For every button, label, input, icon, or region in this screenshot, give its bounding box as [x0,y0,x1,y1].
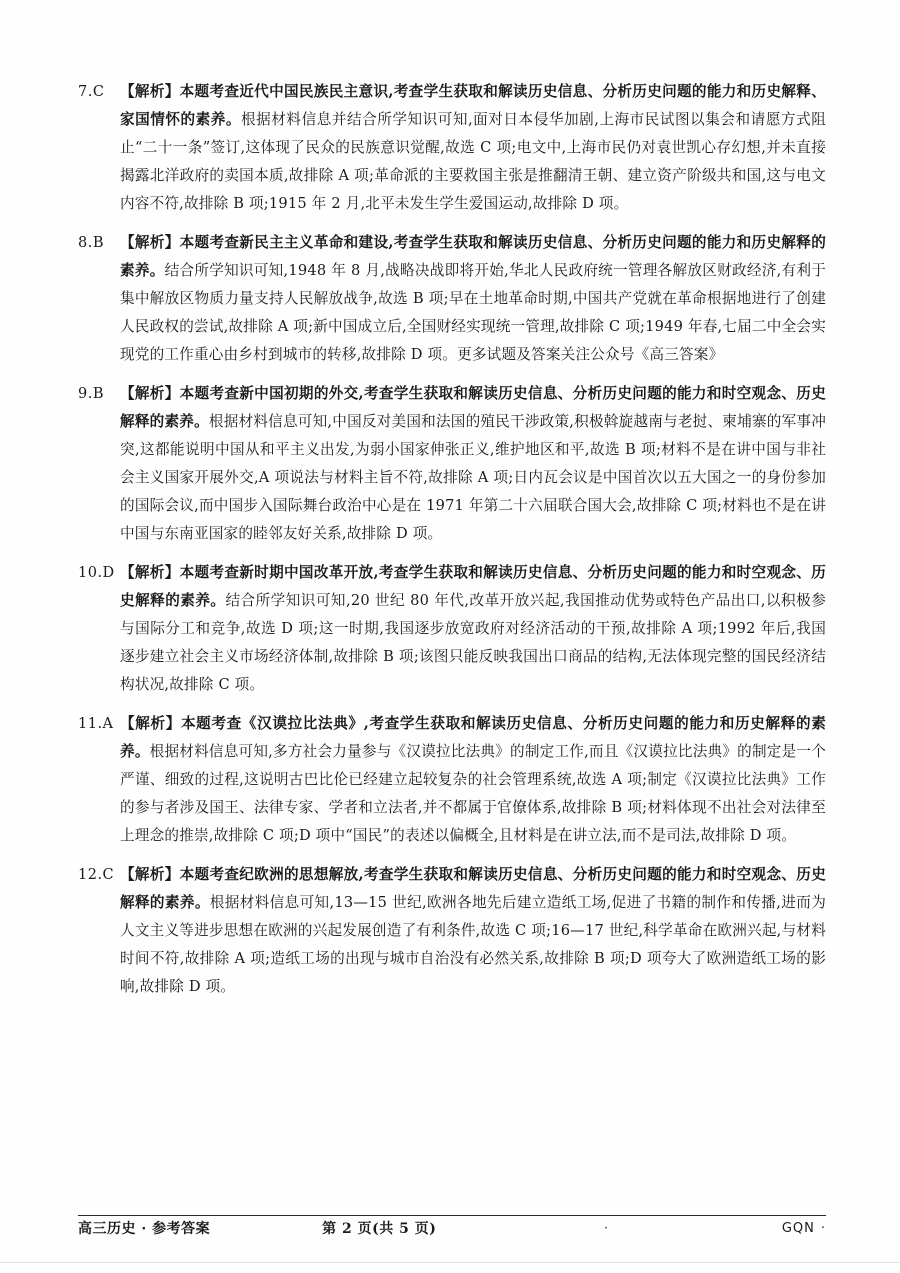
document-title: 高三历史 · 参考答案 [78,1221,211,1237]
page-number: 第 2 页(共 5 页) [322,1221,437,1237]
answer-body [120,710,826,850]
analysis-lead: 本题考查新中国初期的外交,考查学生获取和解读历史信息、分析历史问题的能力和时空观念、历史解释的素养。 [120,385,826,430]
answer-body [120,380,826,548]
analysis-text: 结合所学知识可知,20 世纪 80 年代,改革开放兴起,我国推动优势或特色产品出口,以积极参与国际分工和竞争,故选 D 项;这一时期,我国逐步放宽政府对经济活动的干预,故排除 A 项;1992 年后,我国逐步建立社会主义市场经济体制,故排除 B 项;该图只能反映我国出口商品的结构,无法体现完整的国民经济结构状况,故排除 C 项。 [120,592,826,693]
analysis-lead: 本题考查纪欧洲的思想解放,考查学生获取和解读历史信息、分析历史问题的能力和时空观念、历史解释的素养。 [120,866,826,911]
analysis-lead: 本题考查近代中国民族民主意识,考查学生获取和解读历史信息、分析历史问题的能力和历史解释、家国情怀的素养。 [120,83,826,128]
analysis-text: 结合所学知识可知,1948 年 8 月,战略决战即将开始,华北人民政府统一管理各解放区财政经济,有利于集中解放区物质力量支持人民解放战争,故选 B 项;早在土地革命时期,中国共产党就在革命根据地进行了创建人民政权的尝试,故排除 A 项;新中国成立后,全国财经实现统一管理,故排除 C 项;1949 年春,七届二中全会实现党的工作重心由乡村到城市的转移,故排除 D 项。更多试题及答案关注公众号《高三答案》 [120,262,826,363]
analysis-tag: 【解析】 [120,385,180,402]
answer-number: 12.C [78,867,115,883]
analysis-text: 根据材料信息可知,中国反对美国和法国的殖民干涉政策,积极斡旋越南与老挝、柬埔寨的军事冲突,这都能说明中国从和平主义出发,为弱小国家伸张正义,维护地区和平,故选 B 项;材料不是在讲中国与非社会主义国家开展外交,A 项说法与材料主旨不符,故排除 A 项;日内瓦会议是中国首次以五大国之一的身份参加的国际会议,而中国步入国际舞台政治中心是在 1971 年第二十六届联合国大会,故排除 C 项;材料也不是在讲中国与东南亚国家的睦邻友好关系,故排除 D 项。 [120,413,826,542]
answer-body [120,229,826,369]
answer-number: 9.B [78,386,104,402]
analysis-tag: 【解析】 [120,234,180,251]
answer-body [120,559,826,699]
answer-body [120,861,826,1001]
answer-item [78,229,826,369]
analysis-text: 根据材料信息可知,多方社会力量参与《汉谟拉比法典》的制定工作,而且《汉谟拉比法典》的制定是一个严谨、细致的过程,这说明古巴比伦已经建立起较复杂的社会管理系统,故选 A 项;制定《汉谟拉比法典》工作的参与者涉及国王、法律专家、学者和立法者,并不都属于官僚体系,故排除 B 项;材料体现不出社会对法律至上理念的推崇,故排除 C 项;D 项中“国民”的表述以偏概全,且材料是在讲立法,而不是司法,故排除 D 项。 [120,743,826,844]
analysis-tag: 【解析】 [120,715,181,732]
answer-number: 8.B [78,235,104,251]
analysis-tag: 【解析】 [120,83,180,100]
answer-number: 10.D [78,565,115,581]
answer-number: 11.A [78,716,114,732]
answer-item [78,559,826,699]
footer-dot-left: · [604,1220,609,1236]
answer-item [78,78,826,218]
analysis-text: 根据材料信息可知,13—15 世纪,欧洲各地先后建立造纸工场,促进了书籍的制作和传播,进而为人文主义等进步思想在欧洲的兴起发展创造了有利条件,故选 C 项;16—17 世纪,科学革命在欧洲兴起,与材料时间不符,故排除 A 项;造纸工场的出现与城市自治没有必然关系,故排除 B 项;D 项夸大了欧洲造纸工场的影响,故排除 D 项。 [120,894,826,995]
answer-list [78,78,826,1012]
page-footer [0,1215,900,1249]
answer-item [78,380,826,548]
answer-body [120,78,826,218]
analysis-tag: 【解析】 [120,564,180,581]
analysis-tag: 【解析】 [120,866,180,883]
footer-content [78,1218,826,1238]
analysis-text: 根据材料信息并结合所学知识可知,面对日本侵华加剧,上海市民试图以集会和请愿方式阻止“二十一条”签订,这体现了民众的民族意识觉醒,故选 C 项;电文中,上海市民仍对袁世凯心存幻想,并未直接揭露北洋政府的卖国本质,故排除 A 项;革命派的主要救国主张是推翻清王朝、建立资产阶级共和国,这与电文内容不符,故排除 B 项;1915 年 2 月,北平未发生学生爱国运动,故排除 D 项。 [120,111,826,212]
answer-number: 7.C [78,84,105,100]
answer-item [78,710,826,850]
answer-item [78,861,826,1001]
analysis-lead: 本题考查《汉谟拉比法典》,考查学生获取和解读历史信息、分析历史问题的能力和历史解释的素养。 [120,715,826,760]
page-bottom-edge [0,1262,900,1273]
footer-dot-right: · [820,1220,826,1236]
analysis-lead: 本题考查新时期中国改革开放,考查学生获取和解读历史信息、分析历史问题的能力和时空观念、历史解释的素养。 [120,564,826,609]
footer-code: GQN [781,1220,815,1236]
footer-divider [78,1215,826,1216]
analysis-lead: 本题考查新民主主义革命和建设,考查学生获取和解读历史信息、分析历史问题的能力和历史解释的素养。 [120,234,826,279]
